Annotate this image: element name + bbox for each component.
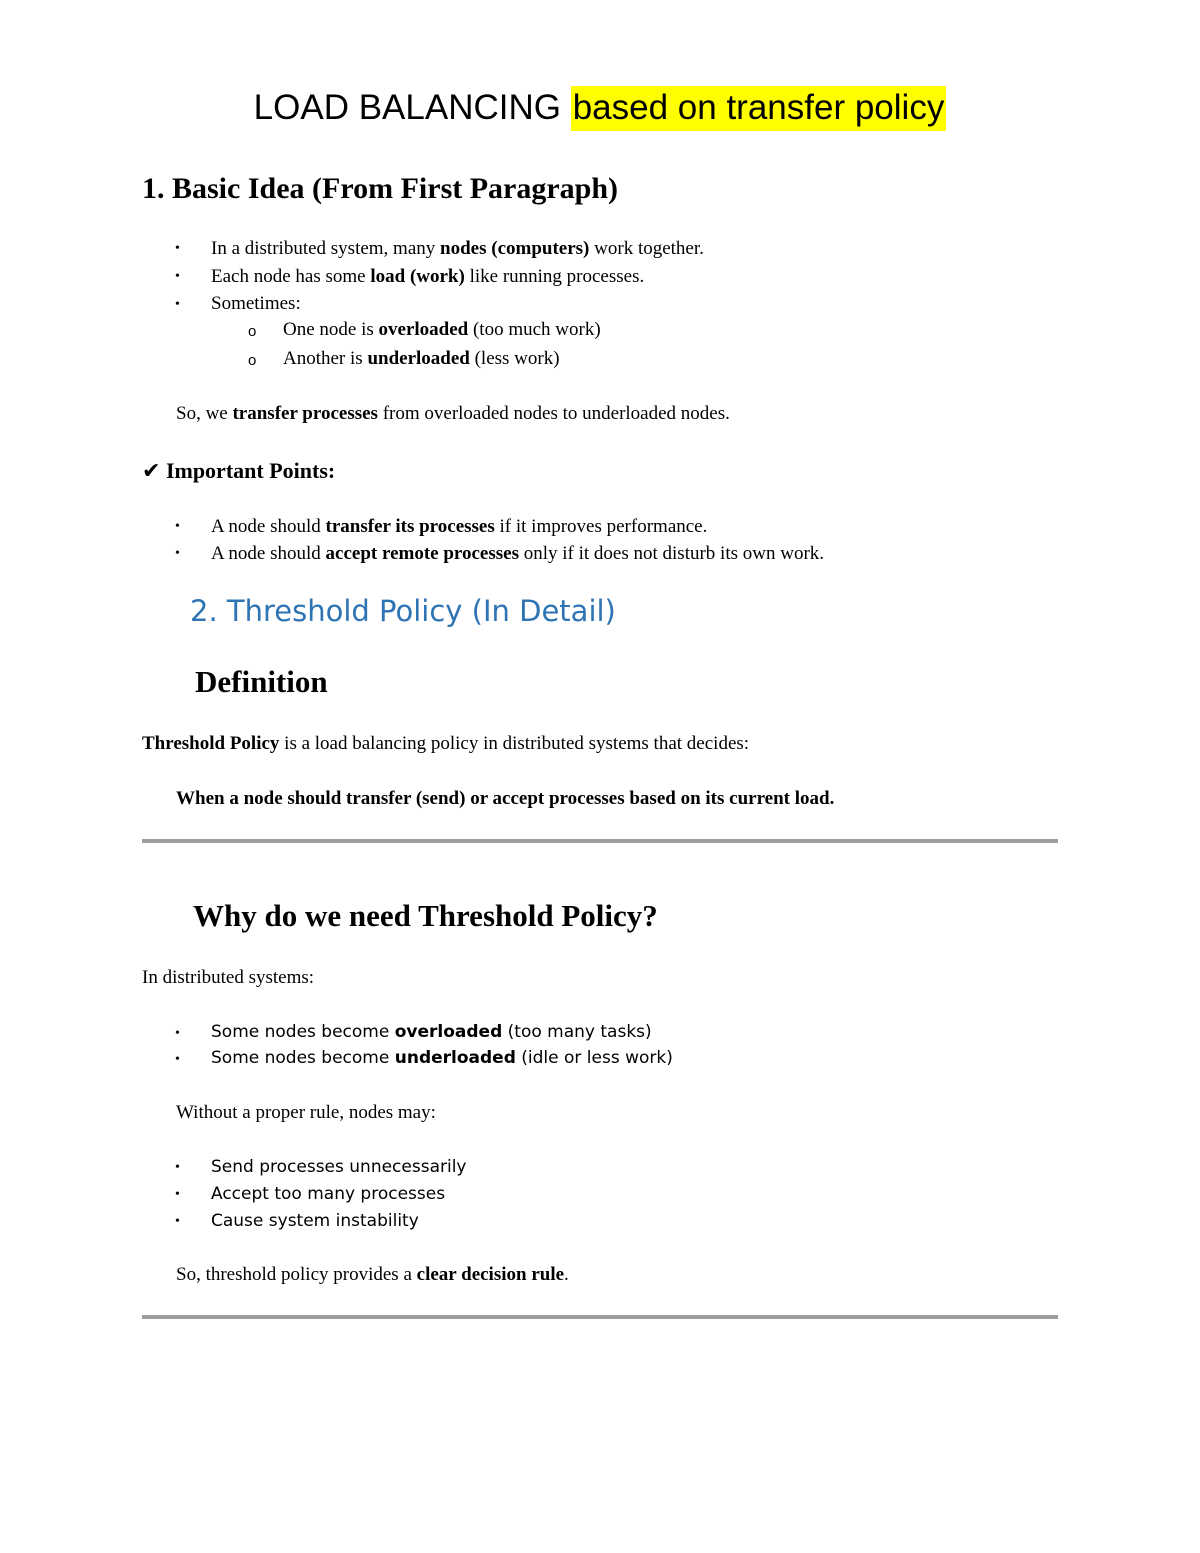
bullet-marker: • xyxy=(175,1026,180,1041)
list-item: In a distributed system, many nodes (computers) work together. xyxy=(211,238,704,259)
list-item: Some nodes become underloaded (idle or less work) xyxy=(211,1048,673,1068)
list-item: Send processes unnecessarily xyxy=(211,1157,467,1177)
definition-text: Threshold Policy is a load balancing policy in distributed systems that decides: xyxy=(142,733,750,754)
checkmark-icon: ✔ xyxy=(142,458,161,483)
definition-statement: When a node should transfer (send) or accept processes based on its current load. xyxy=(176,788,835,809)
list-item: Accept too many processes xyxy=(211,1184,446,1204)
why-conclusion: So, threshold policy provides a clear decision rule. xyxy=(176,1264,569,1285)
bullet-marker: • xyxy=(175,546,180,561)
bullet-marker: • xyxy=(175,1214,180,1229)
horizontal-divider xyxy=(142,839,1058,843)
title-highlighted: based on transfer policy xyxy=(571,86,947,131)
list-item: Some nodes become overloaded (too many tasks) xyxy=(211,1022,652,1042)
list-item: Each node has some load (work) like running processes. xyxy=(211,266,645,287)
document-title xyxy=(0,88,1200,128)
section1-summary: So, we transfer processes from overloaded nodes to underloaded nodes. xyxy=(176,403,730,424)
bullet-marker: • xyxy=(175,1052,180,1067)
bullet-marker: • xyxy=(175,241,180,256)
section1-heading: 1. Basic Idea (From First Paragraph) xyxy=(142,172,619,205)
definition-heading: Definition xyxy=(195,664,328,699)
why-without: Without a proper rule, nodes may: xyxy=(176,1102,436,1123)
why-heading: Why do we need Threshold Policy? xyxy=(193,898,658,933)
sub-list-item: One node is overloaded (too much work) xyxy=(283,319,601,340)
bullet-marker: • xyxy=(175,1160,180,1175)
sub-bullet-marker: o xyxy=(248,323,257,340)
list-item: Sometimes: xyxy=(211,293,301,314)
bullet-marker: • xyxy=(175,1187,180,1202)
important-heading: ✔ Important Points: xyxy=(142,458,336,483)
bullet-marker: • xyxy=(175,519,180,534)
title-plain: LOAD BALANCING xyxy=(253,88,571,127)
why-intro: In distributed systems: xyxy=(142,967,315,988)
horizontal-divider xyxy=(142,1315,1058,1319)
list-item: A node should transfer its processes if it improves performance. xyxy=(211,516,708,537)
sub-bullet-marker: o xyxy=(248,352,257,369)
bullet-marker: • xyxy=(175,269,180,284)
sub-list-item: Another is underloaded (less work) xyxy=(283,348,560,369)
list-item: Cause system instability xyxy=(211,1211,419,1231)
list-item: A node should accept remote processes only if it does not disturb its own work. xyxy=(211,543,825,564)
section2-heading: 2. Threshold Policy (In Detail) xyxy=(190,594,616,628)
bullet-marker: • xyxy=(175,297,180,312)
